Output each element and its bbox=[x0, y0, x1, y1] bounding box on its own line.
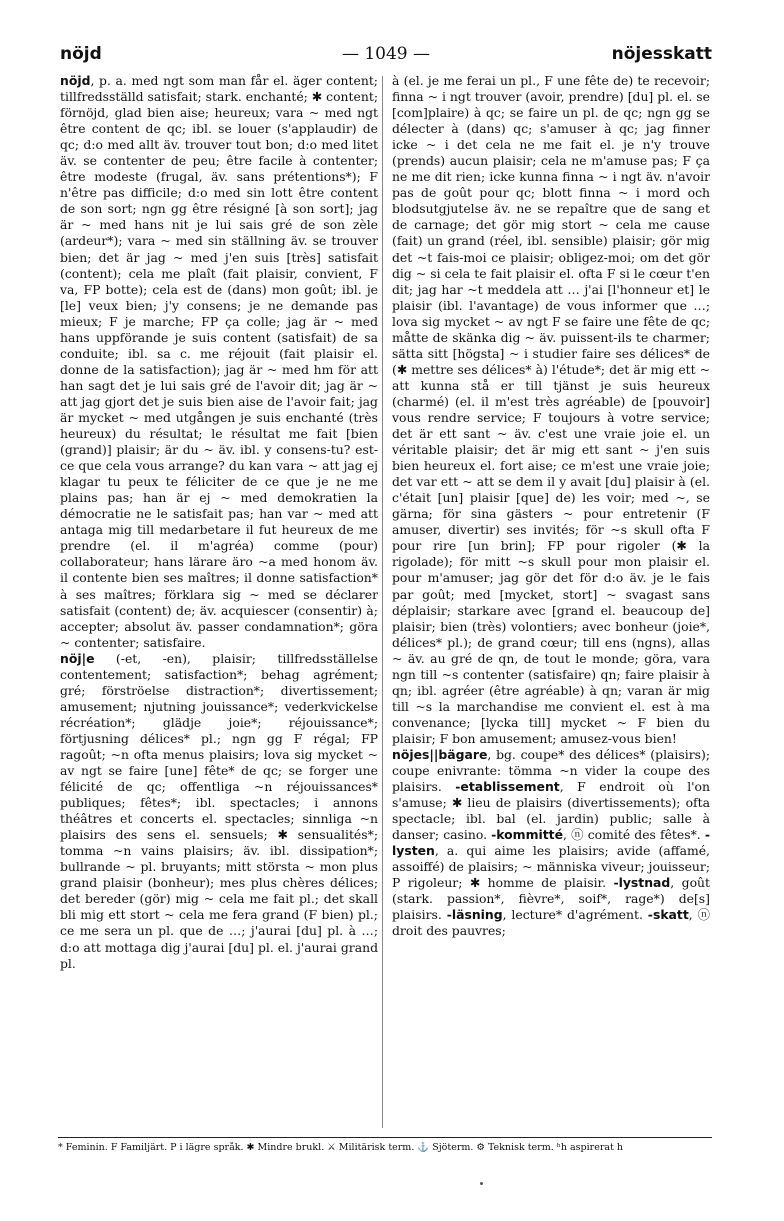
subheadword: -skatt bbox=[647, 907, 689, 923]
left-column bbox=[60, 73, 378, 1133]
entry-text: , lecture* d'agrément. bbox=[502, 907, 648, 923]
entry-text: , bg. coupe* des délices* (plaisirs); coupe enivrante: tömma ~n vider la coupe des plaisirs. bbox=[392, 746, 710, 795]
right-column bbox=[392, 73, 710, 1133]
headword: nöjes||bägare bbox=[392, 746, 488, 762]
subheadword: -läsning bbox=[446, 907, 503, 923]
subheadword: -kommitté bbox=[491, 827, 564, 843]
page-header bbox=[60, 44, 712, 70]
entry-text: , a. qui aime les plaisirs; avide (affamé, assoiffé) de plaisirs; ~ människa viveur; jouisseur; P rigoleur; ✱ homme de plaisir. bbox=[392, 843, 710, 891]
print-speck bbox=[480, 1182, 483, 1185]
entry-noje-continued bbox=[392, 73, 710, 747]
entry-noje bbox=[60, 651, 378, 972]
header-guide-word-right: nöjesskatt bbox=[611, 44, 712, 64]
entry-text: , p. a. med ngt som man får el. äger content; tillfredsställd satisfait; stark. enchanté; ✱ content; förnöjd, glad bien aise; heureux; vara ~ med ngt être content de qc; ibl. se louer (s'applaudir) de qc; d:o med allt äv. trouver tout bon; d:o med litet äv. se contenter de peu; être facile à contenter; être modeste (frugal, äv. sans prétentions*); F n'être pas difficile; d:o med sin lott être content de son sort; ngn gg être résigné [à son sort]; jag är ~ med hans nit je lui sais gré de son zèle (ardeur*); vara ~ med sin ställning äv. se trouver bien; det är jag ~ med j'en suis [très] satisfait (content); cela me plaît (fait plaisir, convient, F va, FP botte); cela est de (dans) mon goût; ibl. je [le] veux bien; j'y consens; je ne demande pas mieux; F je marche; FP ça colle; jag är ~ med hans uppförande je suis content (satisfait) de sa conduite; ibl. sa c. me réjouit (fait plaisir el. donne de la satisfaction); jag är ~ med hm för att han sagt det je lui sais gré de l'avoir dit; jag är ~ att jag gjort det je suis bien aise de l'avoir fait; jag är mycket ~ med utgången je suis enchanté (très heureux) du résultat; le résultat me fait [bien (grand)] plaisir; är du ~ äv. ibl. y consens-tu? est-ce que cela vous arrange? du kan vara ~ att jag ej klagar tu peux te féliciter de ce que je ne me plains pas; han är ej ~ med demokratien la démocratie ne le satisfait pas; han var ~ med att antaga mig till medarbetare il fut heureux de me prendre (el. il m'agréa) comme (pour) collaborateur; hans lärare äro ~a med honom äv. il contente bien ses maîtres; il donne satisfaction* à ses maîtres; förklara sig ~ med se déclarer satisfait (content) de; äv. acquiescer (consentir) à; accepter; absolut äv. passer condamnation*; göra ~ contenter; satisfaire. bbox=[60, 73, 378, 650]
headword: nöjd bbox=[60, 73, 91, 88]
entry-text: à (el. je me ferai un pl., F une fête de) te recevoir; finna ~ i ngt trouver (avoir, prendre) [du] pl. el. se [com]plaire) à qc; se faire un pl. de qc; ngn gg se délecter à (dans) qc; s'amuser à qc; jag finner icke ~ i det cela ne me fait el. je n'y trouve (prends) aucun plaisir; cela ne m'amuse pas; F ça ne me dit rien; icke kunna finna ~ i ngt äv. n'avoir pas de goût pour qc; blott finna ~ i mord och blodsutgjutelse äv. ne se repaître que de sang et de carnage; det gör mig stort ~ cela me cause (fait) un grand (réel, ibl. sensible) plaisir; gör mig det ~t fais-moi ce plaisir; obligez-moi; om det gör dig ~ si cela te fait plaisir el. ofta F si le cœur t'en dit; jag har ~t meddela att … j'ai [l'honneur et] le plaisir (ibl. l'avantage) de vous informer que …; lova sig mycket ~ av ngt F se faire une fête de qc; måtte de skänka dig ~ äv. puissent-ils te charmer; sätta sitt [högsta] ~ i studier faire ses délices* de (✱ mettre ses délices* à) l'étude*; det är mig ett ~ att kunna stå er till tjänst je suis heureux (charmé) (el. il m'est très agréable) de [pouvoir] vous rendre service; F toujours à votre service; det är ett sant ~ äv. c'est une vraie joie el. un véritable plaisir; det är mig ett sant ~ j'en suis bien heureux el. fort aise; ce m'est une vraie joie; det var ett ~ att se dem il y avait [du] plaisir à (el. c'était [un] plaisir [que] de) les voir; med ~, se gärna; för sina gästers ~ pour entretenir (F amuser, divertir) ses invités; för ~s skull ofta F pour rire [un brin]; FP pour rigoler (✱ la rigolade); för mitt ~s skull pour mon plaisir el. pour m'amuser; jag gör det för d:o äv. je le fais par goût; med [mycket, stort] ~ svagast sans déplaisir; starkare avec [grand el. beaucoup de] plaisir; bien (très) volontiers; avec bonheur (joie*, délices* pl.); de grand cœur; till ens (ngns), allas ~ äv. au gré de qn, de tout le monde; göra, vara ngn till ~s contenter (satisfaire) qn; faire plaisir à qn; ibl. agréer (être agréable) à qn; varan är mig till ~s la marchandise me convient el. est à ma convenance; [lycka till] mycket ~ F bien du plaisir; F bon amusement; amusez-vous bien! bbox=[392, 73, 710, 746]
subheadword: -lysten bbox=[392, 827, 710, 859]
entry-text: , ⓝ comité des fêtes*. bbox=[563, 827, 705, 843]
entry-text: , ⓝ droit des pauvres; bbox=[392, 907, 710, 939]
abbreviation-legend: * Feminin. F Familjärt. P i lägre språk. ✱ Mindre brukl. ⚔ Militärisk term. ⚓ Sjöterm. ⚙ Teknisk term. ʰh aspirerat h bbox=[58, 1142, 623, 1153]
subheadword: -lystnad bbox=[613, 875, 671, 891]
entry-nojesbagare bbox=[392, 747, 710, 940]
column-divider bbox=[382, 76, 383, 1128]
entry-text: (-et, -en), plaisir; tillfredsställelse contentement; satisfaction*; behag agrément; gré; förströelse distraction*; divertissement; amusement; njutning jouissance*; vederkvickelse récréation*; glädje joie*; réjouissance*; förtjusning délices* pl.; ngn gg F régal; FP ragoût; ~n ofta menus plaisirs; lova sig mycket ~ av ngt se faire [une] fête* de qc; se forger une félicité de qc; offentliga ~n réjouissances* publiques; fêtes*; ibl. spectacles; i annons théâtres et concerts el. spectacles; sinnliga ~n plaisirs des sens el. sensuels; ✱ sensualités*; tomma ~n vains plaisirs; äv. ibl. dissipation*; bullrande ~ pl. bruyants; mitt största ~ mon plus grand plaisir (bonheur); mes plus chères délices; det bereder (gör) mig ~ cela me fait pl.; det skall bli mig ett stort ~ cela me fera grand (F bien) pl.; ce me sera un pl. que de …; j'aurai [du] pl. à …; d:o att mottaga dig j'aurai [du] pl. el. j'aurai grand pl. bbox=[60, 650, 378, 971]
entry-text: , F endroit où l'on s'amuse; ✱ lieu de plaisirs (divertissements); ofta spectacle; ibl. bal (el. jardin) public; salle à danser; casino. bbox=[392, 779, 710, 843]
headword: nöj|e bbox=[60, 650, 95, 666]
footnote-rule bbox=[58, 1137, 712, 1138]
entry-text: , goût (stark. passion*, fièvre*, soif*, rage*) de[s] plaisirs. bbox=[392, 875, 710, 923]
page-number: — 1049 — bbox=[341, 44, 431, 64]
entry-nojd bbox=[60, 73, 378, 651]
header-guide-word-left: nöjd bbox=[60, 44, 102, 64]
subheadword: -etablissement bbox=[455, 779, 560, 795]
